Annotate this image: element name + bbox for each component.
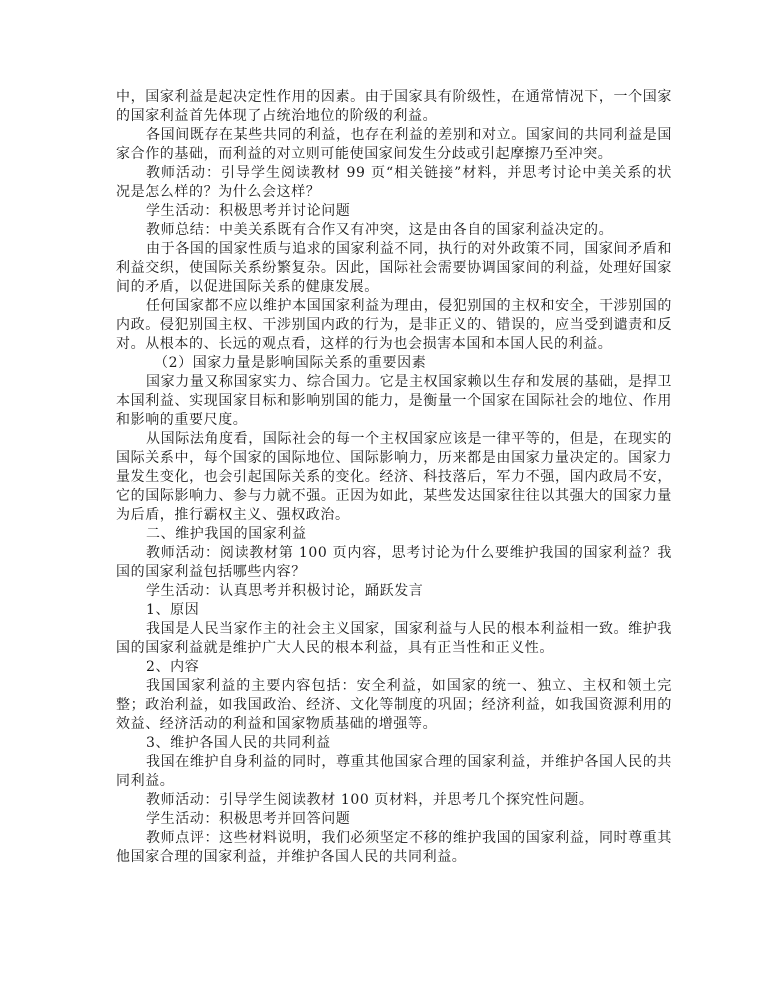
paragraph-teacher-activity-3: 教师活动：引导学生阅读教材 100 页材料，并思考几个探究性问题。 xyxy=(146,792,594,808)
paragraph-student-activity-3: 学生活动：积极思考并回答问题 xyxy=(146,811,351,827)
paragraph-international-relations-complexity: 由于各国的国家性质与追求的国家利益不同，执行的对外政策不同，国家间矛盾和利益交织，使国际关系纷繁复杂。因此，国际社会需要协调国家间的利益，处理好国家间的矛盾，以促进国际关系的健康发展。 xyxy=(116,241,672,295)
document-page xyxy=(116,88,672,867)
paragraph-common-interests: 我国在维护自身利益的同时，尊重其他国家合理的国家利益，并维护各国人民的共同利益。 xyxy=(116,754,672,789)
paragraph-international-law-perspective: 从国际法角度看，国际社会的每一个主权国家应该是一律平等的，但是，在现实的国际关系中，每个国家的国际地位、国际影响力，历来都是由国家力量决定的。国家力量发生变化，也会引起国际关系的变化。经济、科技落后，军力不强，国内政局不安，它的国际影响力、参与力就不强。正因为如此，某些发达国家往往以其强大的国家力量为后盾，推行霸权主义、强权政治。 xyxy=(116,431,672,523)
subheading-content: 2、内容 xyxy=(146,659,200,675)
paragraph-teacher-activity-1: 教师活动：引导学生阅读教材 99 页“相关链接”材料，并思考讨论中美关系的状况是怎么样的？为什么会这样？ xyxy=(116,165,672,200)
paragraph-teacher-comment: 教师点评：这些材料说明，我们必须坚定不移的维护我国的国家利益，同时尊重其他国家合理的国家利益，并维护各国人民的共同利益。 xyxy=(116,830,672,865)
paragraph-student-activity-2: 学生活动：认真思考并积极讨论，踊跃发言 xyxy=(146,583,424,599)
paragraph-national-interest-decisive: 中，国家利益是起决定性作用的因素。由于国家具有阶级性，在通常情况下，一个国家的国家利益首先体现了占统治地位的阶级的利益。 xyxy=(116,89,672,124)
paragraph-content: 我国国家利益的主要内容包括：安全利益，如国家的统一、独立、主权和领土完整；政治利益，如我国政治、经济、文化等制度的巩固；经济利益，如我国资源利用的效益、经济活动的利益和国家物质基础的增强等。 xyxy=(116,678,672,732)
paragraph-common-and-conflicting-interests: 各国间既存在某些共同的利益，也存在利益的差别和对立。国家间的共同利益是国家合作的基础，而利益的对立则可能使国家间发生分歧或引起摩擦乃至冲突。 xyxy=(116,127,672,162)
section-heading-national-power: （2）国家力量是影响国际关系的重要因素 xyxy=(154,355,427,371)
section-heading-safeguard-interests: 二、维护我国的国家利益 xyxy=(146,526,307,542)
paragraph-national-power-definition: 国家力量又称国家实力、综合国力。它是主权国家赖以生存和发展的基础，是捍卫本国利益、实现国家目标和影响别国的能力，是衡量一个国家在国际社会的地位、作用和影响的重要尺度。 xyxy=(116,374,672,428)
paragraph-reason: 我国是人民当家作主的社会主义国家，国家利益与人民的根本利益相一致。维护我国的国家利益就是维护广大人民的根本利益，具有正当性和正义性。 xyxy=(116,621,672,656)
paragraph-teacher-summary: 教师总结：中美关系既有合作又有冲突，这是由各自的国家利益决定的。 xyxy=(146,222,614,238)
subheading-reason: 1、原因 xyxy=(146,602,200,618)
paragraph-teacher-activity-2: 教师活动：阅读教材第 100 页内容，思考讨论为什么要维护我国的国家利益？我国的国家利益包括哪些内容？ xyxy=(116,545,672,580)
paragraph-no-interference: 任何国家都不应以维护本国国家利益为理由，侵犯别国的主权和安全，干涉别国的内政。侵犯别国主权、干涉别国内政的行为，是非正义的、错误的，应当受到谴责和反对。从根本的、长远的观点看，这样的行为也会损害本国和本国人民的利益。 xyxy=(116,298,672,352)
paragraph-student-activity-1: 学生活动：积极思考并讨论问题 xyxy=(146,203,351,219)
subheading-common-interests: 3、维护各国人民的共同利益 xyxy=(146,735,331,751)
